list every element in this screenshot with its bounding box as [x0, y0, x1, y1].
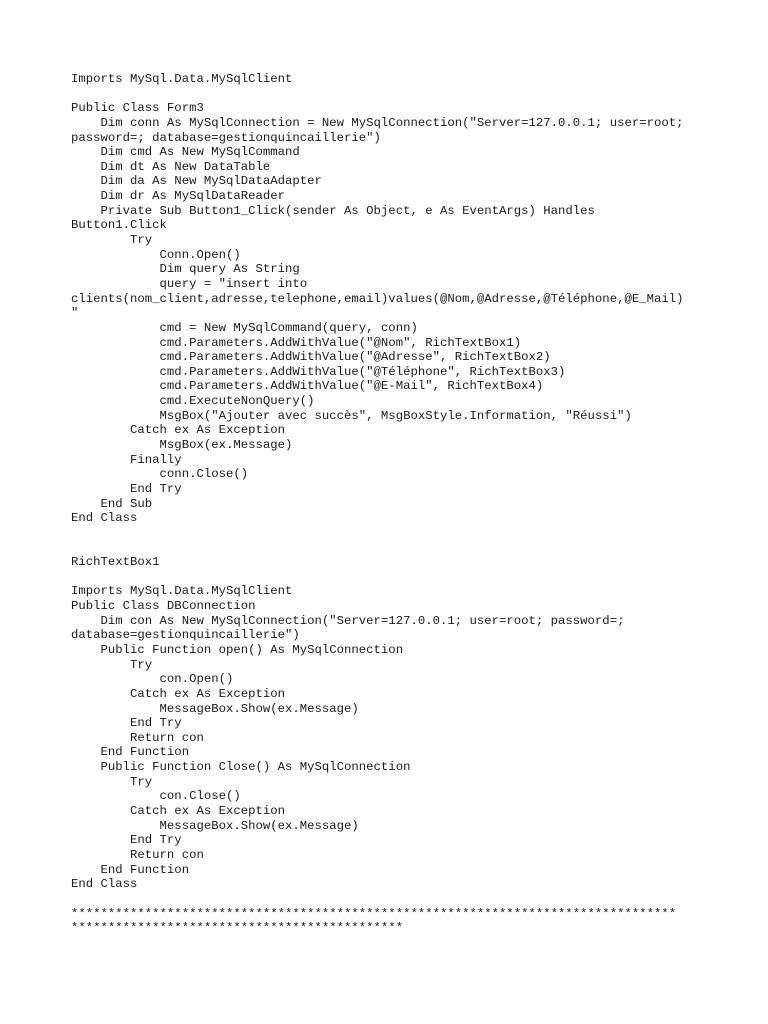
code-line: ********************************************************************************** [71, 906, 677, 921]
code-line: query = "insert into [71, 276, 308, 291]
code-line: Dim dt As New DataTable [71, 159, 271, 174]
code-line: conn.Close() [71, 467, 249, 482]
code-line: MessageBox.Show(ex.Message) [71, 701, 359, 716]
code-line: End Function [71, 745, 190, 760]
code-line: Return con [71, 730, 204, 745]
code-line: Dim conn As MySqlConnection = New MySqlConnection("Server=127.0.0.1; user=root; [71, 115, 684, 130]
code-line: database=gestionquincaillerie") [71, 628, 300, 643]
code-line: cmd.Parameters.AddWithValue("@Nom", RichTextBox1) [71, 335, 522, 350]
code-line [71, 570, 711, 585]
code-line: End Function [71, 862, 190, 877]
code-line [71, 87, 711, 102]
code-line: RichTextBox1 [71, 555, 160, 570]
code-line: Dim dr As MySqlDataReader [71, 189, 286, 204]
code-line: clients(nom_client,adresse,telephone,email)values(@Nom,@Adresse,@Téléphone,@E_Mail) [71, 291, 684, 306]
code-line: End Class [71, 511, 138, 526]
code-line: End Try [71, 481, 182, 496]
code-line: cmd.ExecuteNonQuery() [71, 394, 315, 409]
code-line: MessageBox.Show(ex.Message) [71, 818, 359, 833]
code-line: End Try [71, 716, 182, 731]
code-line: Dim cmd As New MySqlCommand [71, 145, 300, 160]
code-line: Dim con As New MySqlConnection("Server=127.0.0.1; user=root; password=; [71, 613, 625, 628]
code-line: con.Close() [71, 789, 241, 804]
code-line: Imports MySql.Data.MySqlClient [71, 72, 293, 86]
code-line [71, 541, 711, 556]
code-line: Dim da As New MySqlDataAdapter [71, 174, 322, 189]
code-block [71, 72, 711, 936]
code-line: con.Open() [71, 672, 234, 687]
code-line: Public Class DBConnection [71, 599, 256, 614]
code-line: End Class [71, 877, 138, 892]
code-line: Try [71, 657, 153, 672]
code-line: Imports MySql.Data.MySqlClient [71, 584, 293, 599]
code-line: ********************************************* [71, 921, 404, 936]
code-line: Catch ex As Exception [71, 804, 286, 819]
code-line: Catch ex As Exception [71, 423, 286, 438]
code-line: Public Class Form3 [71, 101, 204, 116]
code-line: Return con [71, 847, 204, 862]
code-line: Public Function open() As MySqlConnection [71, 642, 404, 657]
code-line: cmd.Parameters.AddWithValue("@E-Mail", RichTextBox4) [71, 379, 544, 394]
code-line: cmd = New MySqlCommand(query, conn) [71, 320, 418, 335]
code-line: Catch ex As Exception [71, 686, 286, 701]
code-line: Finally [71, 452, 182, 467]
code-line: cmd.Parameters.AddWithValue("@Téléphone", RichTextBox3) [71, 364, 566, 379]
code-line: password=; database=gestionquincaillerie") [71, 130, 381, 145]
code-line: Button1.Click [71, 218, 167, 233]
code-line: End Sub [71, 496, 153, 511]
code-line: MsgBox(ex.Message) [71, 438, 293, 453]
code-line: Conn.Open() [71, 247, 241, 262]
code-line: Private Sub Button1_Click(sender As Object, e As EventArgs) Handles [71, 203, 595, 218]
code-line: " [71, 306, 79, 321]
code-line [71, 526, 711, 541]
code-line: cmd.Parameters.AddWithValue("@Adresse", RichTextBox2) [71, 350, 551, 365]
code-line: Try [71, 233, 153, 248]
code-line: Dim query As String [71, 262, 300, 277]
code-line: MsgBox("Ajouter avec succès", MsgBoxStyle.Information, "Réussi") [71, 408, 632, 423]
code-line: End Try [71, 833, 182, 848]
code-line: Try [71, 774, 153, 789]
code-line: Public Function Close() As MySqlConnection [71, 760, 411, 775]
code-line [71, 892, 711, 907]
